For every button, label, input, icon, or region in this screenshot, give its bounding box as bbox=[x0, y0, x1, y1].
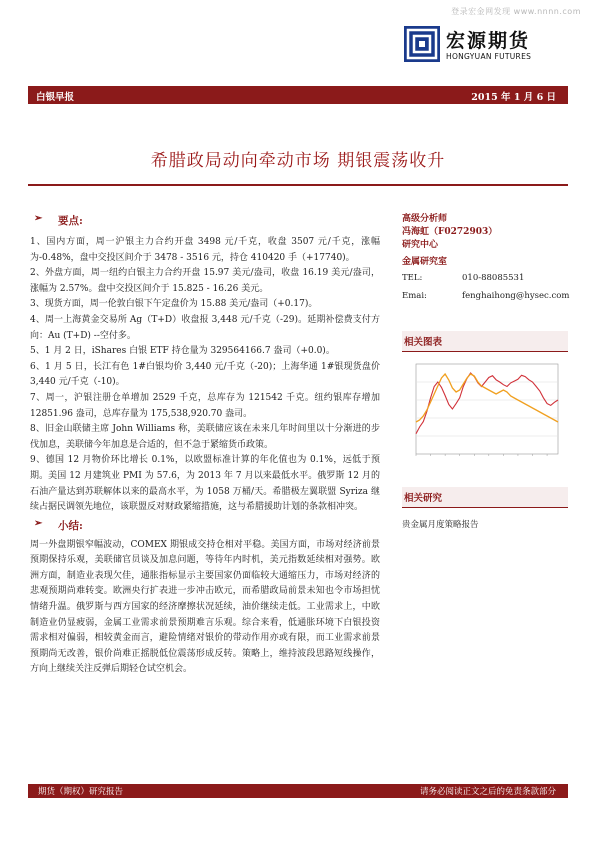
key-point-item: 4、周一上海黄金交易所 Ag（T+D）收盘报 3,448 元/千克（-29)。延期补偿费支付方向：Au (T+D) --空付多。 bbox=[30, 314, 380, 341]
silver-price-chart bbox=[402, 358, 568, 470]
email-value[interactable]: fenghaihong@hysec.com bbox=[462, 291, 570, 301]
key-point-item: 6、1 月 5 日，长江有色 1#白银均价 3,440 元/千克（-20)；上海华通 1#银现货盘价 3,440 元/千克（-10)。 bbox=[30, 361, 380, 388]
watermark-text: 登录宏金网发现 www.nnnn.com bbox=[451, 7, 581, 16]
logo-chinese-name: 宏源期货 bbox=[446, 30, 531, 52]
tel-value: 010-88085531 bbox=[462, 273, 525, 283]
tel-label: TEL: bbox=[402, 273, 423, 283]
key-point-item: 7、周一，沪银注册仓单增加 2529 千克，总库存为 121542 千克。纽约银库存增加 12851.96 盎司，总库存量为 175,538,920.70 盎司。 bbox=[30, 392, 380, 419]
title-divider bbox=[28, 184, 568, 186]
summary-heading bbox=[30, 518, 380, 534]
related-research-item[interactable]: 贵金属月度策略报告 bbox=[402, 520, 479, 530]
hongyuan-logo-icon bbox=[404, 26, 440, 62]
key-point-item: 5、1 月 2 日，iShares 白银 ETF 持仓量为 329564166.7 盎司（+0.0)。 bbox=[30, 346, 335, 357]
report-header-bar bbox=[28, 86, 568, 104]
analyst-dept: 研究中心 bbox=[402, 240, 439, 250]
report-type: 白银早报 bbox=[36, 92, 75, 103]
key-point-item: 1、国内方面，周一沪银主力合约开盘 3498 元/千克，收盘 3507 元/千克，涨幅为-0.48%，盘中交投区间介于 3478 - 3516 元，持仓 410420 手（+17740)。 bbox=[30, 237, 380, 263]
arrow-bullet-icon: ➢ bbox=[34, 517, 43, 529]
key-point-item: 3、现货方面，周一伦敦白银下午定盘价为 15.88 美元/盎司（+0.17)。 bbox=[30, 299, 318, 310]
key-points-heading bbox=[30, 213, 380, 229]
email-label: Emai: bbox=[402, 291, 427, 301]
analyst-panel bbox=[402, 213, 568, 305]
footer-disclaimer: 请务必阅读正文之后的免责条款部分 bbox=[419, 787, 556, 797]
key-point-item: 2、外盘方面，周一纽约白银主力合约开盘 15.97 美元/盎司，收盘 16.19 美元/盎司，涨幅为 2.57%。盘中交投区间介于 15.825 - 16.26 美元。 bbox=[30, 268, 380, 294]
related-research-heading: 相关研究 bbox=[402, 487, 568, 508]
related-research-box bbox=[402, 487, 568, 530]
page-footer bbox=[28, 784, 568, 798]
key-point-item: 8、旧金山联储主席 John Williams 称，美联储应该在未来几年时间里以十分渐进的步伐加息，美联储今年加息是合适的，但不急于紧缩货币政策。 bbox=[30, 424, 380, 450]
company-logo bbox=[404, 24, 552, 70]
summary-text: 周一外盘期银窄幅波动，COMEX 期银成交持仓相对平稳。美国方面，市场对经济前景预期保持乐观，美联储官员谈及加息问题，等待年内时机，美元指数延续相对强势。欧洲方面，制造业表现欠佳，通胀指标显示主要国家仍面临较大通缩压力，市场对经济的悲观预期尚难转变。欧洲央行扩表进一步冲击欧元，而希腊政局前景未知也令市场担忧情绪升温。俄罗斯与西方国家的经济摩擦状况延续，油价继续走低。工业需求上，中欧制造业仍显疲弱，金属工业需求前景预期难言乐观。综合来看，低通胀环境下白银投资需求相对偏弱，相较黄金而言，避险情绪对银价的带动作用亦或有限，而工业需求前景预期尚无改善，银价尚难正摇脱低位震荡形成反转。策略上，维持波段思路短线操作，方向上继续关注反弹后期轻仓试空机会。 bbox=[30, 539, 380, 675]
arrow-bullet-icon: ➢ bbox=[34, 213, 43, 224]
analyst-tel bbox=[402, 273, 568, 287]
key-points-heading-label: 要点: bbox=[58, 215, 83, 227]
report-date: 2015 年 1 月 6 日 bbox=[471, 92, 556, 103]
related-chart-box bbox=[402, 331, 568, 470]
analyst-role: 高级分析师 bbox=[402, 214, 448, 224]
summary-heading-label: 小结: bbox=[58, 519, 83, 532]
key-points-list bbox=[30, 235, 380, 516]
footer-left: 期货（期权）研究报告 bbox=[38, 787, 124, 797]
main-content bbox=[30, 213, 380, 678]
analyst-email bbox=[402, 291, 568, 305]
chart-plot-area bbox=[416, 364, 558, 454]
report-title: 希腊政局动向牵动市场 期银震荡收升 bbox=[150, 151, 446, 171]
logo-english-name: HONGYUAN FUTURES bbox=[446, 52, 532, 61]
related-chart-heading: 相关图表 bbox=[402, 331, 568, 352]
analyst-team: 金属研究室 bbox=[402, 257, 448, 267]
key-point-item: 9、德国 12 月物价环比增长 0.1%，以欧盟标准计算的年化值也为 0.1%，远低于预期。美国 12 月建筑业 PMI 为 57.6，为 2013 年 7 月以来最低水平。俄罗斯 12 月的石油产量达到苏联解体以来的最高水平，为 1058 万桶/天。希腊极左翼联盟 Syriza 继续占据民调领先地位，该联盟反对财政紧缩措施，这与希腊援助计划的条款相冲突。 bbox=[30, 455, 380, 513]
analyst-name: 冯海虹（F0272903） bbox=[402, 227, 498, 237]
